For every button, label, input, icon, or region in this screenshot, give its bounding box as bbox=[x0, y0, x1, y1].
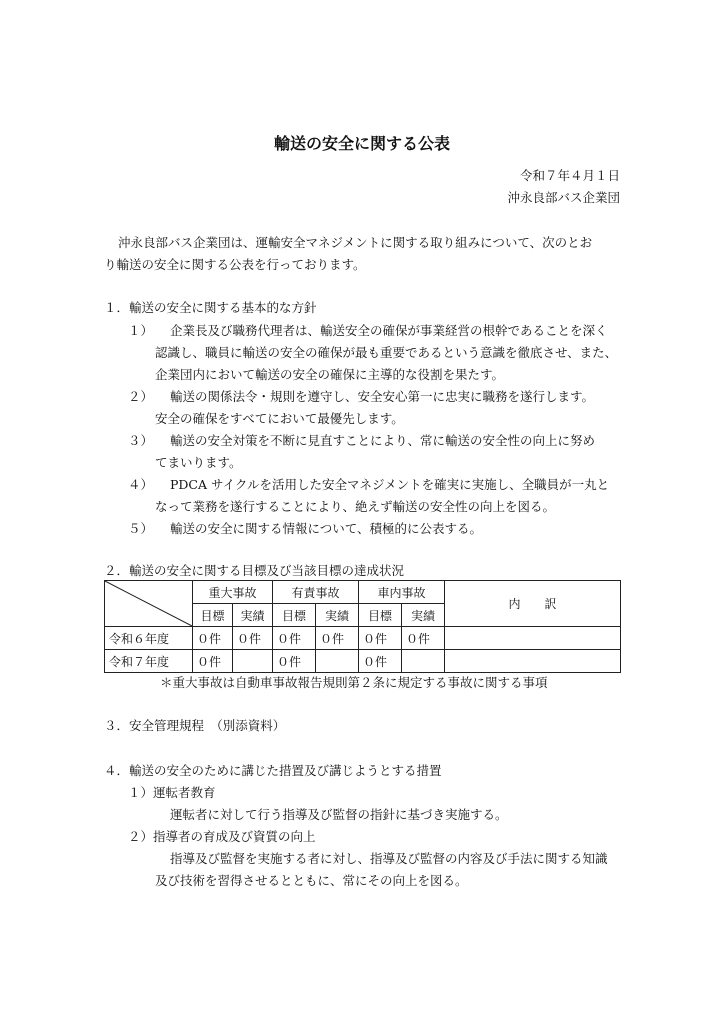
policy-line: 企業団内において輸送の安全の確保に主導的な役割を果たす。 bbox=[155, 367, 505, 382]
section-3-heading: ３．安全管理規程 （別添資料） bbox=[104, 718, 286, 733]
section-2-heading: ２．輸送の安全に関する目標及び当該目標の達成状況 bbox=[104, 563, 405, 578]
subheader-result: 実績 bbox=[233, 604, 273, 627]
table-cell: ０件 bbox=[273, 627, 316, 650]
subheader-target: 目標 bbox=[193, 604, 233, 627]
table-cell: ０件 bbox=[359, 627, 402, 650]
table-cell: ０件 bbox=[402, 627, 445, 650]
measure-line: 及び技術を習得させるとともに、常にその向上を図る。 bbox=[155, 873, 468, 888]
table-cell: ０件 bbox=[316, 627, 359, 650]
policy-line: 企業長及び職務代理者は、輸送安全の確保が事業経営の根幹であることを深く bbox=[170, 323, 608, 338]
column-group-header: 重大事故 bbox=[193, 581, 273, 604]
table-note: ＊重大事故は自動車事故報告規則第２条に規定する事故に関する事項 bbox=[160, 675, 548, 690]
table-cell: ０件 bbox=[273, 650, 316, 673]
column-group-header: 車内事故 bbox=[359, 581, 445, 604]
table-row bbox=[105, 627, 621, 650]
table-cell bbox=[233, 650, 273, 673]
table-cell: ０件 bbox=[359, 650, 402, 673]
subheader-target: 目標 bbox=[359, 604, 402, 627]
row-year: 令和６年度 bbox=[105, 627, 193, 650]
breakdown-cell bbox=[445, 627, 621, 650]
document-date: 令和７年４月１日 bbox=[519, 168, 620, 183]
section-1-heading: １．輸送の安全に関する基本的な方針 bbox=[104, 300, 317, 315]
policy-line: 輸送の関係法令・規則を遵守し、安全安心第一に忠実に職務を遂行します。 bbox=[170, 389, 595, 404]
measure-title: １）運転者教育 bbox=[128, 785, 216, 800]
table-cell bbox=[402, 650, 445, 673]
section-4-heading: ４．輸送の安全のために講じた措置及び講じようとする措置 bbox=[104, 763, 442, 778]
row-year: 令和７年度 bbox=[105, 650, 193, 673]
subheader-result: 実績 bbox=[402, 604, 445, 627]
subheader-target: 目標 bbox=[273, 604, 316, 627]
measure-title: ２）指導者の育成及び資質の向上 bbox=[128, 829, 316, 844]
column-group-header: 有責事故 bbox=[273, 581, 359, 604]
table-corner-cell bbox=[105, 581, 193, 627]
policy-line: なって業務を遂行することにより、絶えず輸送の安全性の向上を図る。 bbox=[155, 499, 556, 514]
table-row bbox=[105, 650, 621, 673]
subheader-result: 実績 bbox=[316, 604, 359, 627]
organization-name: 沖永良部バス企業団 bbox=[507, 190, 620, 205]
diagonal-line bbox=[105, 581, 192, 626]
table-cell: ０件 bbox=[193, 650, 233, 673]
policy-line: 輸送の安全に関する情報について、積極的に公表する。 bbox=[170, 521, 483, 536]
policy-number: ４） bbox=[128, 477, 154, 492]
table-cell: ０件 bbox=[193, 627, 233, 650]
intro-line-2: り輸送の安全に関する公表を行っております。 bbox=[104, 257, 366, 272]
page-title: 輸送の安全に関する公表 bbox=[273, 134, 450, 153]
policy-number: ３） bbox=[128, 433, 154, 448]
policy-line: てまいります。 bbox=[155, 455, 242, 470]
measure-line: 指導及び監督を実施する者に対し、指導及び監督の内容及び手法に関する知識 bbox=[170, 851, 608, 866]
policy-number: ２） bbox=[128, 389, 154, 404]
policy-line: PDCA サイクルを活用した安全マネジメントを確実に実施し、全職員が一丸と bbox=[170, 477, 610, 492]
policy-number: ５） bbox=[128, 521, 154, 536]
policy-line: 輸送の安全対策を不断に見直すことにより、常に輸送の安全性の向上に努め bbox=[170, 433, 596, 448]
policy-line: 認識し、職員に輸送の安全の確保が最も重要であるという意識を徹底させ、また、 bbox=[155, 345, 618, 360]
breakdown-cell bbox=[445, 650, 621, 673]
policy-number: １） bbox=[128, 323, 154, 338]
goals-table bbox=[104, 580, 621, 673]
policy-line: 安全の確保をすべてにおいて最優先します。 bbox=[155, 411, 404, 426]
table-cell bbox=[316, 650, 359, 673]
intro-line-1: 沖永良部バス企業団は、運輸安全マネジメントに関する取り組みについて、次のとお bbox=[118, 235, 593, 250]
measure-line: 運転者に対して行う指導及び監督の指針に基づき実施する。 bbox=[170, 807, 508, 822]
breakdown-header: 内 訳 bbox=[445, 581, 621, 627]
table-cell: ０件 bbox=[233, 627, 273, 650]
